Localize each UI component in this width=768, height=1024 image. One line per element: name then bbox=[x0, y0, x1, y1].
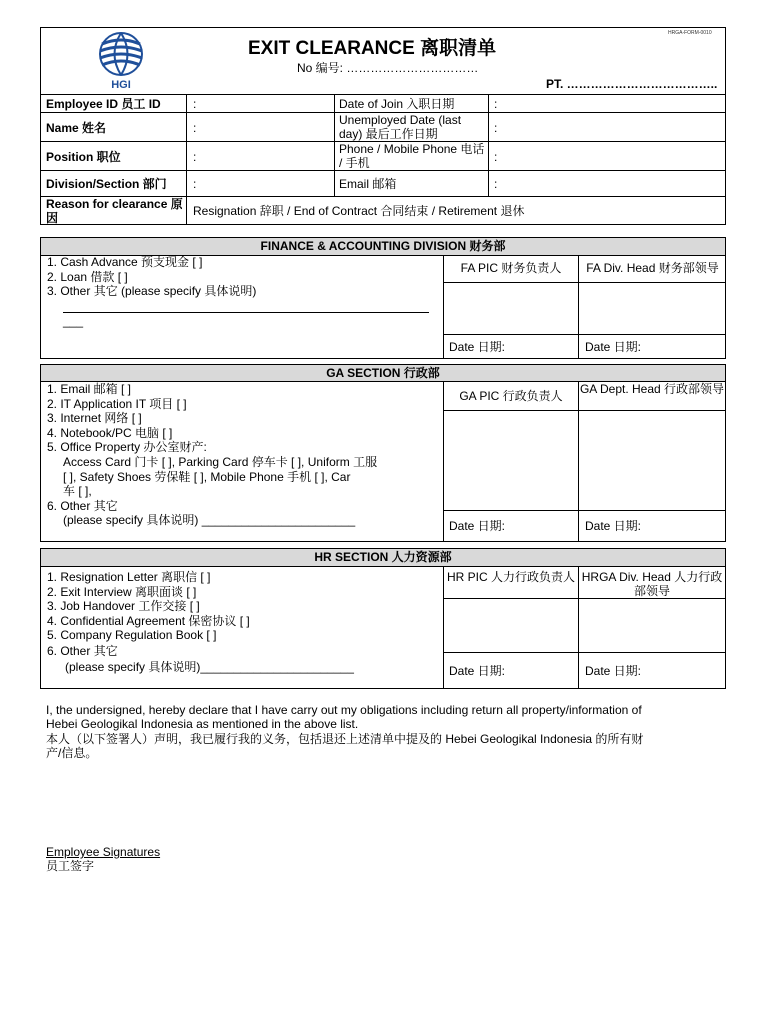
list-item[interactable]: Access Card 门卡 [ ], Parking Card 停车卡 [ ], Uniform 工服 bbox=[63, 454, 378, 469]
list-item[interactable]: [ ], Safety Shoes 劳保鞋 [ ], Mobile Phone 手机 [ ], Car bbox=[63, 469, 351, 484]
fa-pic-header: FA PIC 财务负责人 bbox=[460, 261, 562, 275]
reason-label: Reason for clearance 原因 bbox=[46, 197, 183, 225]
page-title: EXIT CLEARANCE 离职清单 bbox=[248, 38, 497, 59]
reason-options[interactable]: Resignation 辞职 / End of Contract 合同结束 / Retirement 退休 bbox=[193, 204, 525, 218]
list-item[interactable]: 4. Confidential Agreement 保密协议 [ ] bbox=[47, 613, 250, 628]
fa-head-header: FA Div. Head 财务部领导 bbox=[586, 261, 719, 275]
email-field[interactable]: : bbox=[494, 177, 498, 191]
list-item[interactable]: 5. Office Property 办公室财产: bbox=[47, 440, 207, 455]
finance-checklist bbox=[47, 255, 256, 299]
list-item[interactable]: 3. Other 其它 (please specify 具体说明) bbox=[47, 284, 257, 299]
pt-field[interactable]: PT. ……………………………….. bbox=[546, 77, 718, 91]
position-label: Position 职位 bbox=[46, 150, 121, 164]
list-item[interactable]: 6. Other 其它 bbox=[47, 643, 118, 658]
name-field[interactable]: : bbox=[193, 121, 197, 135]
ga-checklist bbox=[47, 382, 377, 528]
ga-pic-date[interactable]: Date 日期: bbox=[449, 519, 506, 533]
list-item[interactable]: 6. Other 其它 bbox=[47, 498, 118, 513]
declaration-en-line1: I, the undersigned, hereby declare that I have carry out my obligations including return all property/information of bbox=[46, 703, 642, 717]
hrga-head-date[interactable]: Date 日期: bbox=[585, 664, 642, 678]
list-item[interactable]: (please specify 具体说明) _______________________ bbox=[63, 513, 356, 528]
list-item[interactable]: 4. Notebook/PC 电脑 [ ] bbox=[47, 425, 173, 440]
hr-section-title: HR SECTION 人力资源部 bbox=[41, 549, 725, 567]
ga-pic-header: GA PIC 行政负责人 bbox=[459, 389, 563, 403]
date-join-label: Date of Join 入职日期 bbox=[339, 97, 455, 111]
finance-specify-line[interactable] bbox=[63, 312, 429, 313]
division-field[interactable]: : bbox=[193, 177, 197, 191]
ga-head-date[interactable]: Date 日期: bbox=[585, 519, 642, 533]
globe-logo-icon bbox=[80, 30, 162, 90]
list-item[interactable]: 2. Loan 借款 [ ] bbox=[47, 269, 128, 284]
employee-id-label: Employee ID 员工 ID bbox=[46, 97, 161, 111]
declaration-cn-line1: 本人（以下签署人）声明，我已履行我的义务，包括退还上述清单中提及的 Hebei Geologikal Indonesia 的所有财 bbox=[46, 732, 644, 746]
hr-pic-date[interactable]: Date 日期: bbox=[449, 664, 506, 678]
name-label: Name 姓名 bbox=[46, 121, 107, 135]
list-item[interactable]: 3. Internet 网络 [ ] bbox=[47, 411, 142, 426]
hr-checklist bbox=[47, 570, 354, 675]
employee-id-field[interactable]: : bbox=[193, 97, 197, 111]
fa-pic-date[interactable]: Date 日期: bbox=[449, 340, 506, 354]
declaration-cn-line2: 产/信息。 bbox=[46, 746, 98, 760]
signature-label-cn: 员工签字 bbox=[46, 859, 95, 873]
form-code: HRGA-FORM-0010 bbox=[668, 30, 712, 36]
phone-field[interactable]: : bbox=[494, 150, 498, 164]
finance-section-title: FINANCE & ACCOUNTING DIVISION 财务部 bbox=[41, 238, 725, 256]
list-item[interactable]: 1. Email 邮箱 [ ] bbox=[47, 382, 132, 396]
fa-head-date[interactable]: Date 日期: bbox=[585, 340, 642, 354]
list-item[interactable]: 5. Company Regulation Book [ ] bbox=[47, 628, 217, 643]
hr-pic-header: HR PIC 人力行政负责人 bbox=[446, 570, 575, 584]
declaration-en-line2: Hebei Geologikal Indonesia as mentioned in the above list. bbox=[46, 717, 359, 731]
email-label: Email 邮箱 bbox=[339, 177, 397, 191]
company-logo bbox=[80, 30, 162, 90]
list-item[interactable]: 1. Resignation Letter 离职信 [ ] bbox=[47, 570, 211, 584]
list-item[interactable]: 2. Exit Interview 离职面谈 [ ] bbox=[47, 584, 197, 599]
finance-specify-line-2[interactable]: ___ bbox=[63, 314, 84, 328]
division-label: Division/Section 部门 bbox=[46, 177, 167, 191]
ga-head-header: GA Dept. Head 行政部领导 bbox=[579, 382, 725, 396]
position-field[interactable]: : bbox=[193, 150, 197, 164]
form-number-field[interactable]: No 编号: …………………………… bbox=[297, 61, 479, 75]
list-item[interactable]: 3. Job Handover 工作交接 [ ] bbox=[47, 599, 200, 614]
unemployed-date-label: Unemployed Date (last day) 最后工作日期 bbox=[339, 113, 462, 141]
list-item[interactable]: 2. IT Application IT 项目 [ ] bbox=[47, 396, 187, 411]
hrga-head-header: HRGA Div. Head 人力行政部领导 bbox=[581, 570, 723, 598]
logo-text: HGI bbox=[111, 79, 131, 90]
list-item[interactable]: (please specify 具体说明)_______________________ bbox=[65, 659, 354, 674]
signature-label: Employee Signatures bbox=[46, 845, 161, 859]
phone-label: Phone / Mobile Phone 电话 / 手机 bbox=[339, 142, 485, 170]
list-item[interactable]: 1. Cash Advance 预支现金 [ ] bbox=[47, 255, 203, 269]
ga-section-title: GA SECTION 行政部 bbox=[41, 365, 725, 382]
date-join-field[interactable]: : bbox=[494, 97, 498, 111]
list-item[interactable]: 车 [ ], bbox=[63, 484, 92, 499]
unemployed-date-field[interactable]: : bbox=[494, 121, 498, 135]
